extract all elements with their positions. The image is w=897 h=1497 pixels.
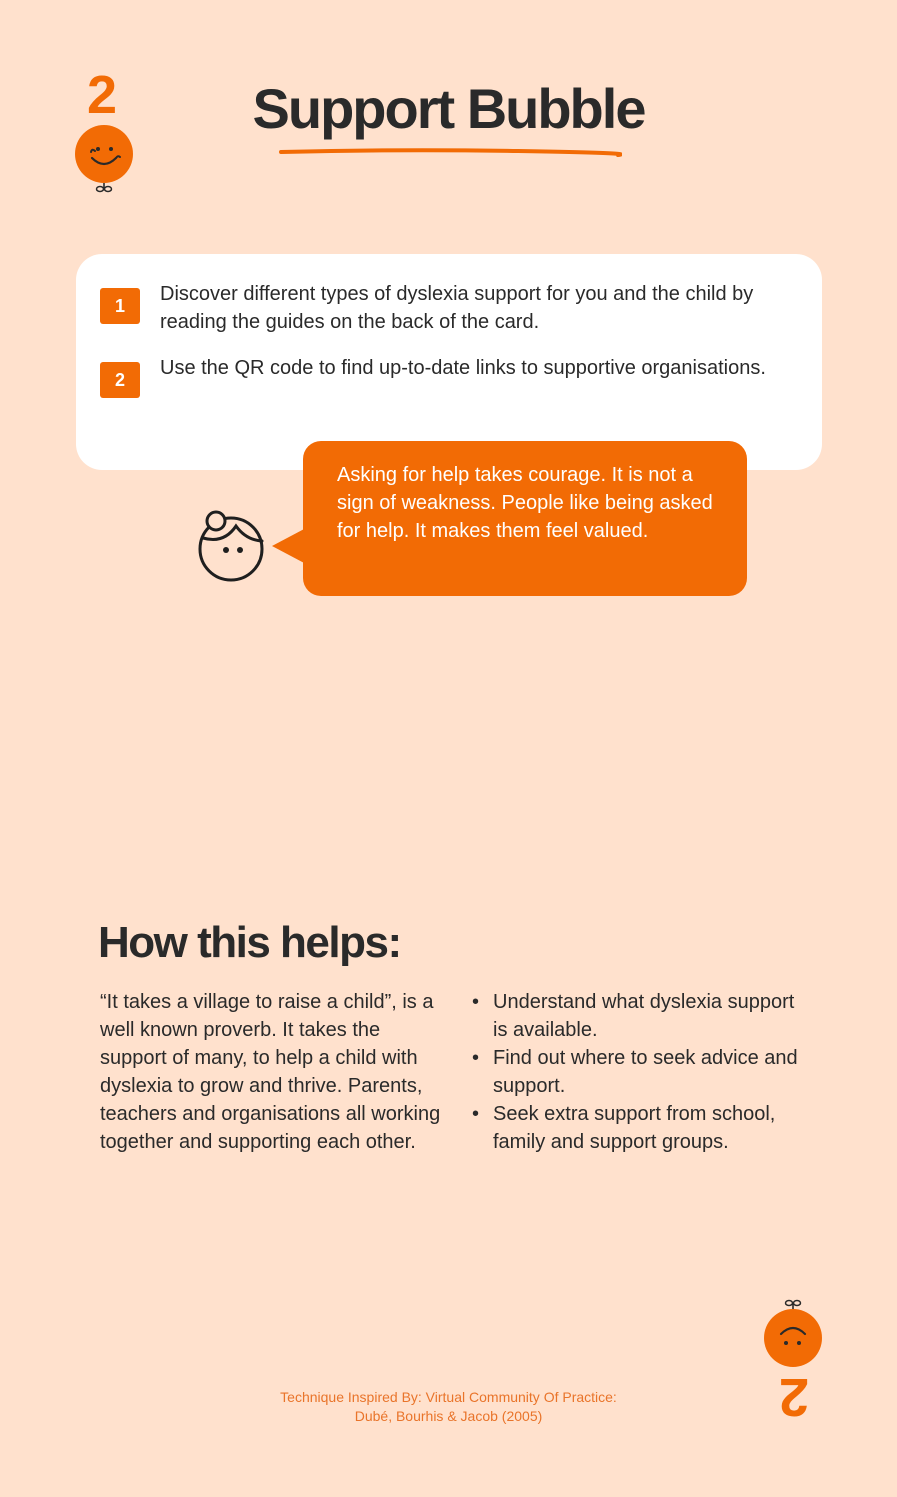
upside-down-orange-mascot-icon xyxy=(760,1298,826,1375)
list-item xyxy=(472,1100,812,1156)
list-item xyxy=(472,988,812,1044)
bullet-icon: • xyxy=(472,1103,480,1125)
speech-bubble-tail xyxy=(272,526,306,571)
steps-panel xyxy=(76,254,822,470)
list-item-text: Seek extra support from school, family and support groups. xyxy=(493,1103,776,1153)
section-title: How this helps: xyxy=(98,918,401,967)
credit-line: Technique Inspired By: Virtual Community Of Practice: xyxy=(280,1389,617,1405)
step-number-badge: 1 xyxy=(100,288,140,324)
credit-footer xyxy=(0,1388,897,1426)
speech-bubble xyxy=(303,441,747,596)
list-item-text: Find out where to seek advice and support. xyxy=(493,1047,798,1097)
page-title: Support Bubble xyxy=(252,77,645,140)
card-number: 2 xyxy=(86,65,118,125)
bullet-icon: • xyxy=(472,991,480,1013)
credit-line: Dubé, Bourhis & Jacob (2005) xyxy=(354,1408,543,1424)
section-body: “It takes a village to raise a child”, is a well known proverb. It takes the support of many, to help a child with dyslexia to grow and thrive. Parents, teachers and organisations all working together and supporting each other. xyxy=(100,991,441,1153)
speech-text: Asking for help takes courage. It is not a sign of weakness. People like being asked for help. It makes them feel valued. xyxy=(337,464,713,542)
list-item xyxy=(472,1044,812,1100)
title-underline xyxy=(278,145,622,166)
step-text: Use the QR code to find up-to-date links to supportive organisations. xyxy=(160,357,766,379)
list-item-text: Understand what dyslexia support is available. xyxy=(493,991,795,1041)
face-icon xyxy=(194,508,270,589)
bullet-icon: • xyxy=(472,1047,480,1069)
step-text: Discover different types of dyslexia support for you and the child by reading the guides on the back of the card. xyxy=(160,283,754,333)
card-number-inverted: 2 xyxy=(778,1367,810,1427)
step-number-badge: 2 xyxy=(100,362,140,398)
benefits-list xyxy=(472,988,812,1156)
